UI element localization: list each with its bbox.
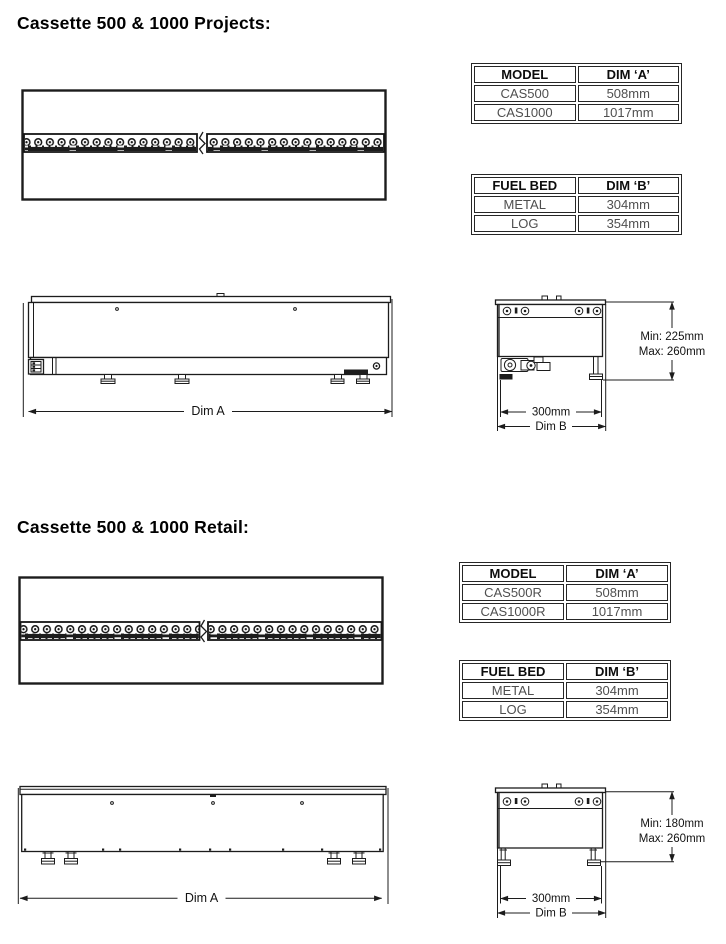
cassette-body xyxy=(29,303,389,358)
break-symbol xyxy=(201,620,207,642)
max-height-label: Max: 260mm xyxy=(638,346,706,358)
base-band xyxy=(31,358,387,375)
projects-model-table xyxy=(471,63,682,124)
fuelbed-header: FUEL BED xyxy=(462,663,564,680)
dim-a-dimension xyxy=(29,404,393,418)
burner-strip xyxy=(24,132,384,154)
dim-b-cell: 354mm xyxy=(566,701,668,718)
dim-b-header: DIM ‘B’ xyxy=(578,177,680,194)
gas-valve-assembly xyxy=(500,357,551,380)
width-300mm-dimension xyxy=(501,405,602,419)
base-block xyxy=(344,370,368,375)
dim-b-dimension xyxy=(498,906,606,920)
dim-a-label: Dim A xyxy=(191,404,225,418)
cassette-body xyxy=(22,795,384,852)
top-lid xyxy=(496,300,606,305)
fuelbed-cell: LOG xyxy=(474,215,576,232)
burner-strip xyxy=(21,620,382,642)
projects-fuelbed-table xyxy=(471,174,682,235)
retail-top-view-drawing xyxy=(18,576,384,685)
height-dimension xyxy=(601,792,706,862)
control-box xyxy=(29,360,44,375)
width-300mm-label: 300mm xyxy=(531,893,571,905)
cassette-body xyxy=(498,793,603,849)
rear-leg xyxy=(588,848,601,866)
projects-top-view-drawing xyxy=(21,89,387,201)
section-title-retail: Cassette 500 & 1000 Retail: xyxy=(17,517,250,537)
dim-a-cell: 508mm xyxy=(566,584,668,601)
dim-b-dimension xyxy=(498,420,606,434)
adjustable-feet xyxy=(101,375,370,384)
top-bracket xyxy=(210,795,216,798)
knob-dot xyxy=(375,365,377,367)
dim-b-cell: 354mm xyxy=(578,215,680,232)
dim-a-cell: 1017mm xyxy=(578,104,680,121)
width-300mm-dimension xyxy=(501,892,602,906)
retail-front-view-drawing xyxy=(10,780,410,910)
model-header: MODEL xyxy=(462,565,564,582)
cassette-body xyxy=(498,305,603,357)
dim-b-cell: 304mm xyxy=(578,196,680,213)
top-lid xyxy=(20,787,386,795)
fuelbed-header: FUEL BED xyxy=(474,177,576,194)
dim-b-header: DIM ‘B’ xyxy=(566,663,668,680)
model-cell: CAS1000 xyxy=(474,104,576,121)
dim-a-cell: 1017mm xyxy=(566,603,668,620)
min-height-label: Min: 180mm xyxy=(640,818,704,830)
model-header: MODEL xyxy=(474,66,576,83)
retail-fuelbed-table xyxy=(459,660,671,721)
model-cell: CAS500R xyxy=(462,584,564,601)
rear-leg xyxy=(590,357,603,380)
dim-b-cell: 304mm xyxy=(566,682,668,699)
dim-a-label: Dim A xyxy=(184,891,219,905)
projects-front-view-drawing xyxy=(14,290,404,422)
fuelbed-cell: METAL xyxy=(474,196,576,213)
fuelbed-cell: LOG xyxy=(462,701,564,718)
retail-model-table xyxy=(459,562,671,623)
dim-b-label: Dim B xyxy=(535,421,567,433)
dim-a-header: DIM ‘A’ xyxy=(566,565,668,582)
section-title-projects: Cassette 500 & 1000 Projects: xyxy=(17,13,271,33)
dim-b-label: Dim B xyxy=(535,907,567,920)
projects-side-view-drawing xyxy=(488,290,718,438)
front-leg xyxy=(498,848,511,866)
top-lid xyxy=(496,788,606,793)
retail-side-view-drawing xyxy=(488,782,718,942)
top-lid xyxy=(32,297,391,303)
break-symbol xyxy=(200,132,206,154)
width-300mm-label: 300mm xyxy=(531,406,571,419)
dim-a-header: DIM ‘A’ xyxy=(578,66,680,83)
model-cell: CAS1000R xyxy=(462,603,564,620)
dim-a-cell: 508mm xyxy=(578,85,680,102)
fuelbed-cell: METAL xyxy=(462,682,564,699)
max-height-label: Max: 260mm xyxy=(638,833,706,845)
model-cell: CAS500 xyxy=(474,85,576,102)
height-dimension xyxy=(603,302,706,380)
dim-a-dimension xyxy=(20,891,382,905)
min-height-label: Min: 225mm xyxy=(640,331,704,343)
adjustable-feet xyxy=(42,852,366,865)
